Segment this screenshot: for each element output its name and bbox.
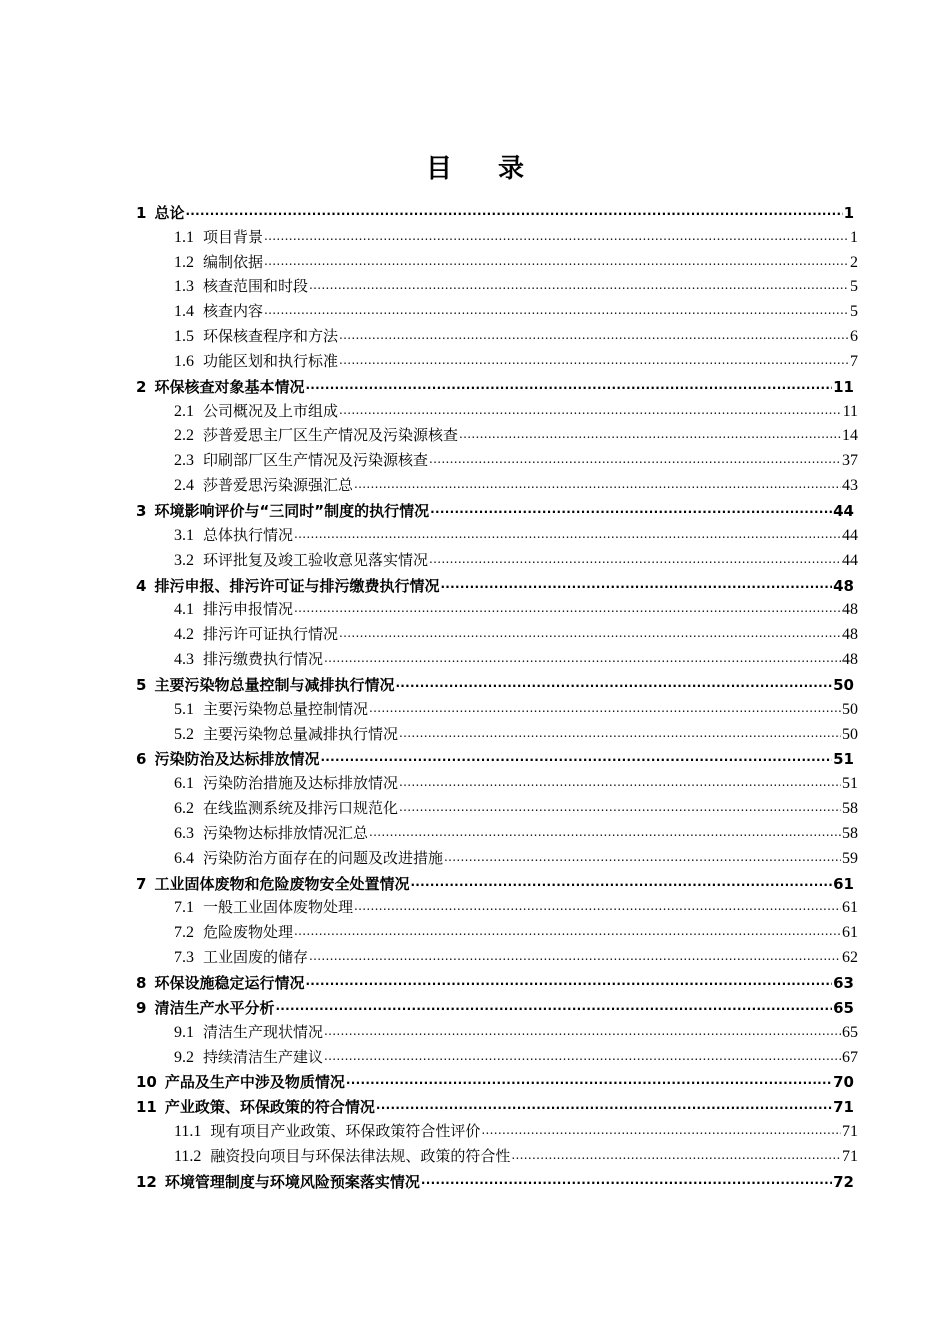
toc-entry-label xyxy=(174,351,338,372)
toc-entry-text: 项目背景 xyxy=(203,227,264,246)
toc-title: 目录 xyxy=(425,154,570,184)
toc-entry-number: 3.2 xyxy=(174,551,194,569)
toc-entry-text: 污染防治措施及达标排放情况 xyxy=(203,774,399,793)
toc-page-number: 5 xyxy=(850,303,858,321)
toc-page-number: 63 xyxy=(833,974,854,992)
toc-section-entry[interactable] xyxy=(136,546,858,571)
toc-entry-label xyxy=(136,675,394,695)
toc-dot-leader xyxy=(429,548,841,569)
toc-dot-leader xyxy=(185,200,842,221)
toc-entry-label xyxy=(174,276,308,297)
toc-dot-leader xyxy=(264,299,849,320)
toc-dot-leader xyxy=(264,225,849,246)
toc-entry-text: 功能区划和执行标准 xyxy=(203,351,339,370)
toc-entry-number: 4.1 xyxy=(174,601,194,619)
toc-entry-text: 持续清洁生产建议 xyxy=(203,1047,324,1066)
toc-dot-leader xyxy=(376,1094,832,1115)
toc-section-entry[interactable] xyxy=(136,322,858,347)
toc-entry-number: 11 xyxy=(136,1098,157,1117)
toc-page-number: 62 xyxy=(842,949,858,967)
toc-entry-label xyxy=(174,252,263,273)
toc-entry-label xyxy=(136,874,409,894)
toc-entry-number: 1.3 xyxy=(174,278,194,296)
toc-dot-leader xyxy=(309,945,841,966)
toc-dot-leader xyxy=(459,423,841,444)
toc-entry-number: 8 xyxy=(136,974,147,992)
toc-entry-number: 6 xyxy=(136,750,147,769)
toc-section-entry[interactable] xyxy=(136,794,858,819)
toc-chapter-entry[interactable] xyxy=(136,198,858,223)
toc-entry-label xyxy=(174,301,263,322)
toc-entry-text: 总体执行情况 xyxy=(203,525,294,544)
toc-dot-leader xyxy=(421,1169,832,1190)
toc-entry-label xyxy=(136,203,184,223)
toc-section-entry[interactable] xyxy=(136,720,858,745)
toc-section-entry[interactable] xyxy=(136,273,858,298)
toc-entry-label xyxy=(174,401,338,422)
toc-section-entry[interactable] xyxy=(136,397,858,422)
toc-entry-text: 环境管理制度与环境风险预案落实情况 xyxy=(164,1172,420,1191)
toc-page-number: 7 xyxy=(850,352,858,370)
toc-dot-leader xyxy=(444,846,841,867)
toc-entry-number: 6.1 xyxy=(174,775,194,793)
toc-page-number: 44 xyxy=(842,526,858,544)
toc-entry-text: 主要污染物总量控制情况 xyxy=(203,699,369,718)
toc-page-number: 65 xyxy=(842,1023,858,1041)
toc-entry-label xyxy=(174,227,263,248)
toc-page-number: 51 xyxy=(842,775,858,793)
toc-section-entry[interactable] xyxy=(136,695,858,720)
toc-entry-number: 11.2 xyxy=(174,1147,202,1165)
toc-chapter-entry[interactable] xyxy=(136,372,858,397)
toc-entry-number: 12 xyxy=(136,1172,157,1191)
toc-entry-number: 1.2 xyxy=(174,253,194,271)
toc-section-entry[interactable] xyxy=(136,769,858,794)
toc-section-entry[interactable] xyxy=(136,620,858,645)
toc-entry-label xyxy=(174,1047,323,1068)
toc-page-number: 67 xyxy=(842,1048,858,1066)
toc-chapter-entry[interactable] xyxy=(136,1167,858,1192)
toc-page-number: 71 xyxy=(842,1147,858,1165)
toc-entry-label xyxy=(174,1121,480,1142)
toc-entry-number: 9.2 xyxy=(174,1048,194,1066)
toc-page-number: 61 xyxy=(842,899,858,917)
toc-entry-label xyxy=(174,475,353,496)
toc-page-number: 51 xyxy=(833,750,854,769)
toc-chapter-entry[interactable] xyxy=(136,968,858,993)
toc-entry-label xyxy=(174,848,443,869)
toc-dot-leader xyxy=(429,448,841,469)
toc-entry-text: 工业固体废物和危险废物安全处置情况 xyxy=(154,874,410,893)
toc-entry-text: 排污申报、排污许可证与排污缴费执行情况 xyxy=(154,576,440,595)
toc-section-entry[interactable] xyxy=(136,1043,858,1068)
toc-section-entry[interactable] xyxy=(136,471,858,496)
toc-dot-leader xyxy=(324,1020,841,1041)
toc-entry-text: 环保设施稳定运行情况 xyxy=(154,974,305,992)
toc-entry-label xyxy=(174,450,428,471)
toc-dot-leader xyxy=(369,697,841,718)
toc-entry-label xyxy=(174,599,293,620)
toc-chapter-entry[interactable] xyxy=(136,1068,858,1093)
toc-page-number: 71 xyxy=(833,1098,854,1117)
toc-entry-label xyxy=(174,550,428,571)
toc-dot-leader xyxy=(339,622,841,643)
toc-page-number: 61 xyxy=(842,924,858,942)
toc-dot-leader xyxy=(354,895,841,916)
toc-dot-leader xyxy=(324,647,841,668)
toc-dot-leader xyxy=(339,399,842,420)
toc-entry-label xyxy=(174,525,293,546)
toc-entry-text: 环保核查对象基本情况 xyxy=(154,377,305,396)
toc-entry-number: 7 xyxy=(136,874,147,893)
toc-entry-text: 排污申报情况 xyxy=(203,600,294,619)
toc-entry-label xyxy=(136,1097,375,1117)
toc-entry-label xyxy=(174,326,338,347)
toc-entry-text: 清洁生产现状情况 xyxy=(203,1022,324,1041)
toc-entry-label xyxy=(174,649,323,670)
toc-page-number: 50 xyxy=(842,725,858,743)
toc-page-number: 14 xyxy=(842,427,858,445)
toc-page-number: 50 xyxy=(842,700,858,718)
toc-entry-label xyxy=(174,897,353,918)
toc-section-entry[interactable] xyxy=(136,894,858,919)
toc-entry-text: 主要污染物总量控制与减排执行情况 xyxy=(154,675,395,694)
toc-entry-number: 7.2 xyxy=(174,924,194,942)
toc-dot-leader xyxy=(275,995,832,1016)
toc-section-entry[interactable] xyxy=(136,422,858,447)
toc-entry-text: 环评批复及竣工验收意见落实情况 xyxy=(203,550,429,569)
toc-entry-number: 3.1 xyxy=(174,526,194,544)
toc-dot-leader xyxy=(511,1144,841,1165)
toc-page-number: 48 xyxy=(842,651,858,669)
toc-entry-number: 11.1 xyxy=(174,1123,202,1141)
toc-entry-number: 9 xyxy=(136,998,147,1017)
toc-entry-number: 1.5 xyxy=(174,328,194,346)
toc-dot-leader xyxy=(264,250,849,271)
toc-entry-label xyxy=(174,773,398,794)
table-of-contents xyxy=(136,198,858,1192)
toc-section-entry[interactable] xyxy=(136,1117,858,1142)
toc-entry-label xyxy=(174,922,293,943)
toc-page-number: 5 xyxy=(850,278,858,296)
toc-entry-label xyxy=(136,973,304,993)
toc-entry-label xyxy=(136,501,429,521)
toc-page-number: 44 xyxy=(842,551,858,569)
toc-dot-leader xyxy=(305,970,832,991)
toc-entry-label xyxy=(174,425,458,446)
toc-entry-text: 环保核查程序和方法 xyxy=(203,327,339,346)
toc-entry-number: 1.1 xyxy=(174,228,194,246)
toc-page-number: 48 xyxy=(833,576,854,595)
toc-section-entry[interactable] xyxy=(136,819,858,844)
toc-section-entry[interactable] xyxy=(136,248,858,273)
toc-page-number: 48 xyxy=(842,626,858,644)
toc-entry-label xyxy=(174,724,398,745)
toc-dot-leader xyxy=(339,349,849,370)
toc-section-entry[interactable] xyxy=(136,347,858,372)
toc-dot-leader xyxy=(305,374,832,395)
toc-entry-text: 污染防治方面存在的问题及改进措施 xyxy=(203,848,444,867)
toc-page-number: 6 xyxy=(850,328,858,346)
toc-entry-text: 污染物达标排放情况汇总 xyxy=(203,823,369,842)
toc-entry-label xyxy=(174,823,368,844)
toc-page-number: 65 xyxy=(833,998,854,1017)
toc-entry-text: 印刷部厂区生产情况及污染源核查 xyxy=(203,451,429,470)
toc-dot-leader xyxy=(369,821,841,842)
toc-dot-leader xyxy=(346,1069,832,1090)
toc-page-number: 44 xyxy=(833,501,854,520)
toc-chapter-entry[interactable] xyxy=(136,571,858,596)
toc-page-number: 58 xyxy=(842,824,858,842)
toc-page-number: 1 xyxy=(843,203,854,222)
toc-page-number: 11 xyxy=(842,402,858,420)
toc-page-number: 71 xyxy=(842,1123,858,1141)
toc-dot-leader xyxy=(410,871,832,892)
toc-entry-label xyxy=(174,699,368,720)
toc-entry-label xyxy=(174,1146,510,1167)
toc-entry-number: 6.3 xyxy=(174,824,194,842)
toc-page-number: 70 xyxy=(833,1073,854,1092)
toc-dot-leader xyxy=(430,498,832,519)
toc-dot-leader xyxy=(481,1119,841,1140)
toc-entry-number: 4.3 xyxy=(174,651,194,669)
toc-dot-leader xyxy=(339,324,849,345)
toc-chapter-entry[interactable] xyxy=(136,745,858,770)
toc-entry-text: 主要污染物总量减排执行情况 xyxy=(203,724,399,743)
toc-entry-text: 在线监测系统及排污口规范化 xyxy=(203,799,399,818)
toc-section-entry[interactable] xyxy=(136,918,858,943)
toc-entry-text: 融资投向项目与环保法律法规、政策的符合性 xyxy=(210,1146,511,1165)
toc-entry-text: 产品及生产中涉及物质情况 xyxy=(164,1073,345,1092)
toc-entry-label xyxy=(174,1022,323,1043)
toc-entry-label xyxy=(174,624,338,645)
toc-entry-text: 清洁生产水平分析 xyxy=(154,998,275,1017)
toc-chapter-entry[interactable] xyxy=(136,993,858,1018)
toc-entry-number: 1.4 xyxy=(174,303,194,321)
toc-dot-leader xyxy=(399,771,841,792)
toc-entry-text: 核查内容 xyxy=(203,302,264,321)
toc-entry-label xyxy=(136,576,439,596)
toc-section-entry[interactable] xyxy=(136,297,858,322)
toc-dot-leader xyxy=(399,796,841,817)
toc-entry-label xyxy=(174,947,308,968)
toc-chapter-entry[interactable] xyxy=(136,869,858,894)
toc-entry-text: 危险废物处理 xyxy=(203,923,294,942)
toc-entry-text: 一般工业固体废物处理 xyxy=(203,898,354,917)
toc-page-number: 50 xyxy=(833,675,854,694)
toc-entry-number: 2.1 xyxy=(174,402,194,420)
toc-entry-number: 2.4 xyxy=(174,477,194,495)
toc-dot-leader xyxy=(294,920,841,941)
toc-entry-number: 10 xyxy=(136,1073,157,1092)
toc-entry-text: 工业固废的储存 xyxy=(203,948,309,967)
toc-entry-number: 4 xyxy=(136,576,147,595)
toc-section-entry[interactable] xyxy=(136,844,858,869)
toc-entry-number: 7.3 xyxy=(174,949,194,967)
toc-entry-number: 3 xyxy=(136,501,147,520)
toc-entry-label xyxy=(174,798,398,819)
toc-page-number: 1 xyxy=(850,228,858,246)
toc-dot-leader xyxy=(354,473,841,494)
toc-entry-number: 4.2 xyxy=(174,626,194,644)
toc-entry-text: 核查范围和时段 xyxy=(203,277,309,296)
toc-dot-leader xyxy=(440,573,832,594)
toc-dot-leader xyxy=(399,722,841,743)
toc-chapter-entry[interactable] xyxy=(136,670,858,695)
toc-entry-number: 6.2 xyxy=(174,800,194,818)
toc-chapter-entry[interactable] xyxy=(136,1092,858,1117)
toc-page-number: 11 xyxy=(833,377,854,396)
toc-page-number: 48 xyxy=(842,601,858,619)
toc-entry-number: 5.1 xyxy=(174,700,194,718)
toc-entry-number: 2.3 xyxy=(174,452,194,470)
toc-dot-leader xyxy=(320,746,832,767)
toc-entry-number: 5 xyxy=(136,675,147,694)
toc-entry-number: 9.1 xyxy=(174,1023,194,1041)
toc-entry-text: 环境影响评价与“三同时”制度的执行情况 xyxy=(154,501,430,520)
toc-entry-label xyxy=(136,998,274,1018)
toc-entry-number: 2 xyxy=(136,377,147,396)
toc-dot-leader xyxy=(395,672,832,693)
toc-section-entry[interactable] xyxy=(136,596,858,621)
toc-entry-text: 莎普爱思主厂区生产情况及污染源核查 xyxy=(203,426,459,445)
toc-section-entry[interactable] xyxy=(136,943,858,968)
toc-section-entry[interactable] xyxy=(136,1142,858,1167)
toc-entry-text: 产业政策、环保政策的符合情况 xyxy=(164,1098,375,1117)
toc-entry-number: 1 xyxy=(136,203,147,222)
toc-page-number: 58 xyxy=(842,800,858,818)
toc-entry-number: 7.1 xyxy=(174,899,194,917)
toc-entry-text: 排污许可证执行情况 xyxy=(203,625,339,644)
toc-entry-text: 排污缴费执行情况 xyxy=(203,650,324,669)
toc-entry-number: 5.2 xyxy=(174,725,194,743)
toc-section-entry[interactable] xyxy=(136,1018,858,1043)
toc-entry-text: 总论 xyxy=(154,203,185,222)
toc-entry-label xyxy=(136,1072,345,1092)
toc-dot-leader xyxy=(294,597,841,618)
toc-dot-leader xyxy=(324,1045,841,1066)
toc-chapter-entry[interactable] xyxy=(136,496,858,521)
toc-entry-number: 2.2 xyxy=(174,427,194,445)
toc-page-number: 37 xyxy=(842,452,858,470)
toc-page-number: 61 xyxy=(833,874,854,893)
toc-entry-text: 编制依据 xyxy=(203,252,264,271)
toc-section-entry[interactable] xyxy=(136,446,858,471)
toc-section-entry[interactable] xyxy=(136,521,858,546)
toc-entry-text: 污染防治及达标排放情况 xyxy=(154,750,320,769)
toc-dot-leader xyxy=(294,523,841,544)
toc-entry-number: 1.6 xyxy=(174,352,194,370)
toc-entry-text: 公司概况及上市组成 xyxy=(203,401,339,420)
toc-entry-text: 现有项目产业政策、环保政策符合性评价 xyxy=(210,1122,481,1141)
toc-page-number: 2 xyxy=(850,253,858,271)
toc-entry-label xyxy=(136,1172,420,1192)
toc-section-entry[interactable] xyxy=(136,645,858,670)
toc-page-number: 43 xyxy=(842,477,858,495)
toc-entry-number: 6.4 xyxy=(174,849,194,867)
toc-dot-leader xyxy=(309,274,849,295)
toc-page-number: 59 xyxy=(842,849,858,867)
toc-entry-label xyxy=(136,749,319,769)
toc-entry-text: 莎普爱思污染源强汇总 xyxy=(203,476,354,495)
toc-section-entry[interactable] xyxy=(136,223,858,248)
toc-page-number: 72 xyxy=(833,1172,854,1191)
toc-entry-label xyxy=(136,377,304,397)
